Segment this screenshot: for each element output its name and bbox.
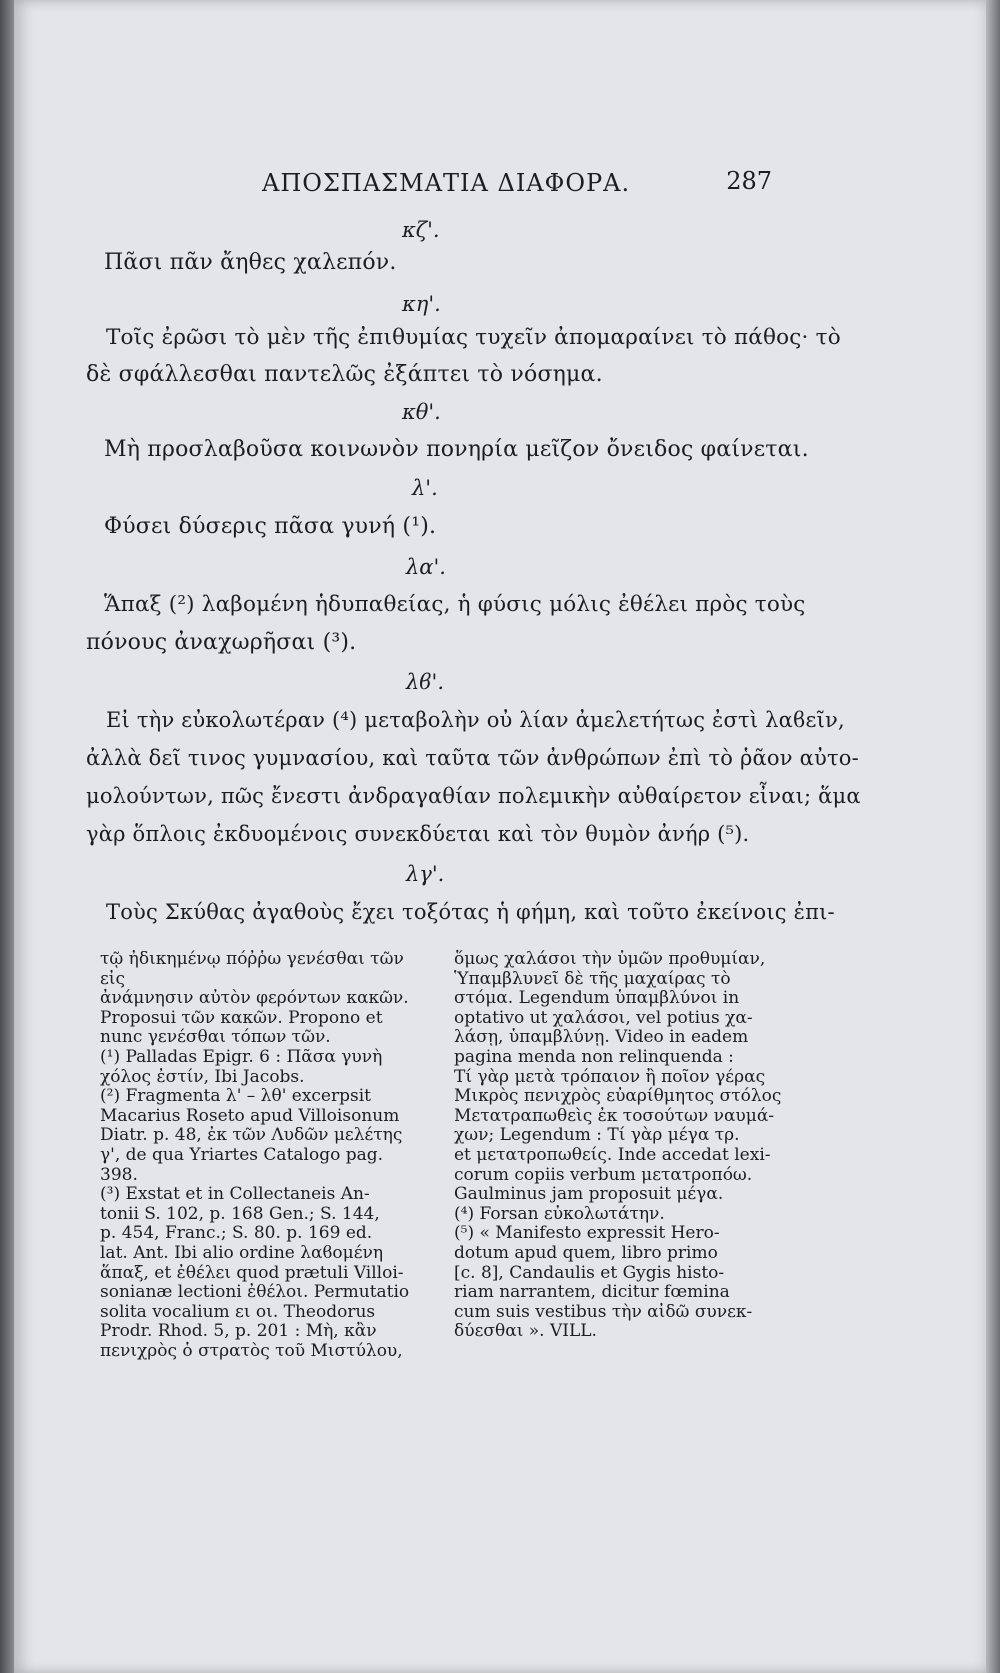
footnote-left-line: πενιχρὸς ὁ στρατὸς τοῦ Μιστύλου, [100, 1340, 403, 1361]
footnote-right-line: cum suis vestibus τὴν αἰδῶ συνεκ- [454, 1301, 753, 1322]
footnote-right-line: Gaulminus jam proposuit μέγα. [454, 1184, 724, 1205]
section-numeral-27: κζ'. [402, 218, 440, 242]
footnote-left-line: γ', de qua Yriartes Catalogo pag. [100, 1144, 384, 1165]
footnote-right-line: (⁵) « Manifesto expressit Hero- [454, 1223, 720, 1244]
running-title: ΑΠΟΣΠΑΣΜΑΤΙΑ ΔΙΑΦΟΡΑ. [262, 169, 631, 197]
footnote-left-line: nunc γενέσθαι τόπων τῶν. [100, 1027, 331, 1048]
footnote-left-line: ἅπαξ, et ἐθέλει quod prætuli Villoi- [100, 1262, 404, 1283]
footnote-right-line: στόμα. Legendum ὑπαμβλύνοι in [454, 988, 740, 1009]
footnote-right-line: δύεσθαι ». VILL. [454, 1321, 597, 1342]
footnote-right-line: [c. 8], Candaulis et Gygis histo- [454, 1262, 725, 1283]
section-line-31-2: πόνους ἀναχωρῆσαι (³). [86, 630, 357, 655]
section-line-28-1: Τοῖς ἐρῶσι τὸ μὲν τῆς ἐπιθυμίας τυχεῖν ἀπομαραίνει τὸ πάθος· τὸ [106, 325, 841, 350]
section-line-32-1: Εἰ τὴν εὐκολωτέραν (⁴) μεταβολὴν οὐ λίαν ἀμελετήτως ἐστὶ λαϐεῖν, [106, 708, 845, 732]
footnote-right-line: ὅμως χαλάσοι τὴν ὑμῶν προθυμίαν, [454, 949, 766, 969]
section-line-32-3: μολούντων, πῶς ἔνεστι ἀνδραγαθίαν πολεμικὴν αὐθαίρετον εἶναι; ἅμα [86, 784, 861, 808]
section-line-32-4: γὰρ ὅπλοις ἐκδυομένοις συνεκδύεται καὶ τὸν θυμὸν ἀνήρ (⁵). [86, 822, 750, 846]
footnote-left-line: p. 454, Franc.; S. 80. p. 169 ed. [100, 1223, 373, 1244]
footnote-left-line: Macarius Roseto apud Villoisonum [100, 1105, 400, 1126]
page-edge [986, 0, 1000, 1673]
footnote-right-line: et μετατροπωθείς. Inde accedat lexi- [454, 1144, 771, 1165]
footnotes-right-column [454, 950, 792, 1342]
footnote-left-line: 398. [100, 1164, 138, 1185]
section-numeral-29: κθ'. [402, 400, 441, 424]
footnote-left-line: (²) Fragmenta λ' – λθ' excerpsit [100, 1086, 371, 1107]
footnote-left-line: Diatr. p. 48, ἐκ τῶν Λυδῶν μελέτης [100, 1125, 403, 1146]
footnotes-left-column [100, 950, 430, 1361]
footnote-right-line: optativo ut χαλάσοι, vel potius χα- [454, 1007, 753, 1028]
section-line-28-2: δὲ σφάλλεσθαι παντελῶς ἐξάπτει τὸ νόσημα. [86, 362, 603, 387]
footnote-right-line: Ὑπαμβλυνεῖ δὲ τῆς μαχαίρας τὸ [454, 968, 731, 989]
section-numeral-33: λγ'. [406, 862, 445, 886]
book-page [14, 0, 986, 1673]
footnote-left-line: (³) Exstat et in Collectaneis An- [100, 1184, 370, 1205]
section-numeral-31: λα'. [406, 555, 446, 579]
footnote-right-line: λάσῃ, ὑπαμβλύνῃ. Video in eadem [454, 1027, 749, 1048]
section-line-29-1: Μὴ προσλαβοῦσα κοινωνὸν πονηρία μεῖζον ὄνειδος φαίνεται. [104, 437, 809, 462]
footnote-right-line: Μικρὸς πενιχρὸς εὐαρίθμητος στόλος [454, 1086, 782, 1107]
section-numeral-28: κη'. [402, 292, 441, 316]
footnote-left-line: Prodr. Rhod. 5, p. 201 : Μὴ, κἂν [100, 1321, 377, 1342]
footnote-left-line: τῷ ἠδικημένῳ πόῤῥω γενέσθαι τῶν εἰς [100, 949, 404, 989]
footnote-left-line: (¹) Palladas Epigr. 6 : Πᾶσα γυνὴ [100, 1046, 383, 1067]
book-spine [0, 0, 14, 1673]
footnote-right-line: (⁴) Forsan εὐκολωτάτην. [454, 1203, 665, 1224]
footnote-right-line: Μετατραπωθεὶς ἐκ τοσούτων ναυμά- [454, 1105, 775, 1126]
footnote-left-line: ἀνάμνησιν αὐτὸν φερόντων κακῶν. [100, 988, 409, 1009]
footnote-right-line: pagina menda non relinquenda : [454, 1046, 734, 1067]
section-line-27-1: Πᾶσι πᾶν ἄηθες χαλεπόν. [104, 250, 397, 275]
section-line-32-2: ἀλλὰ δεῖ τινος γυμνασίου, καὶ ταῦτα τῶν ἀνθρώπων ἐπὶ τὸ ῥᾶον αὐτο- [86, 746, 859, 770]
section-numeral-32: λϐ'. [406, 670, 444, 694]
footnote-right-line: dotum apud quem, libro primo [454, 1242, 718, 1263]
section-line-30-1: Φύσει δύσερις πᾶσα γυνή (¹). [104, 514, 437, 539]
footnote-right-line: riam narrantem, dicitur fœmina [454, 1282, 730, 1303]
footnote-left-line: sonianæ lectioni ἐθέλοι. Permutatio [100, 1282, 410, 1303]
footnote-left-line: Proposui τῶν κακῶν. Propono et [100, 1007, 383, 1028]
footnote-right-line: corum copiis verbum μετατροπόω. [454, 1164, 753, 1185]
footnote-left-line: solita vocalium ει οι. Theodorus [100, 1301, 376, 1322]
footnote-left-line: χόλος ἐστίν, Ibi Jacobs. [100, 1066, 305, 1087]
footnote-right-line: Τί γὰρ μετὰ τρόπαιον ἢ ποῖον γέρας [454, 1066, 766, 1087]
running-header [262, 163, 772, 203]
page-number: 287 [726, 167, 772, 195]
section-line-31-1: Ἅπαξ (²) λαβομένη ἡδυπαθείας, ἡ φύσις μόλις ἐθέλει πρὸς τοὺς [104, 592, 806, 617]
section-numeral-30: λ'. [412, 476, 438, 500]
footnote-left-line: tonii S. 102, p. 168 Gen.; S. 144, [100, 1203, 380, 1224]
section-line-33-1: Τοὺς Σκύθας ἀγαθοὺς ἔχει τοξότας ἡ φήμη, καὶ τοῦτο ἐκείνοις ἐπι- [106, 900, 835, 924]
footnote-right-line: χων; Legendum : Τί γὰρ μέγα τρ. [454, 1125, 740, 1146]
footnote-left-line: lat. Ant. Ibi alio ordine λαϐομένη [100, 1242, 384, 1263]
